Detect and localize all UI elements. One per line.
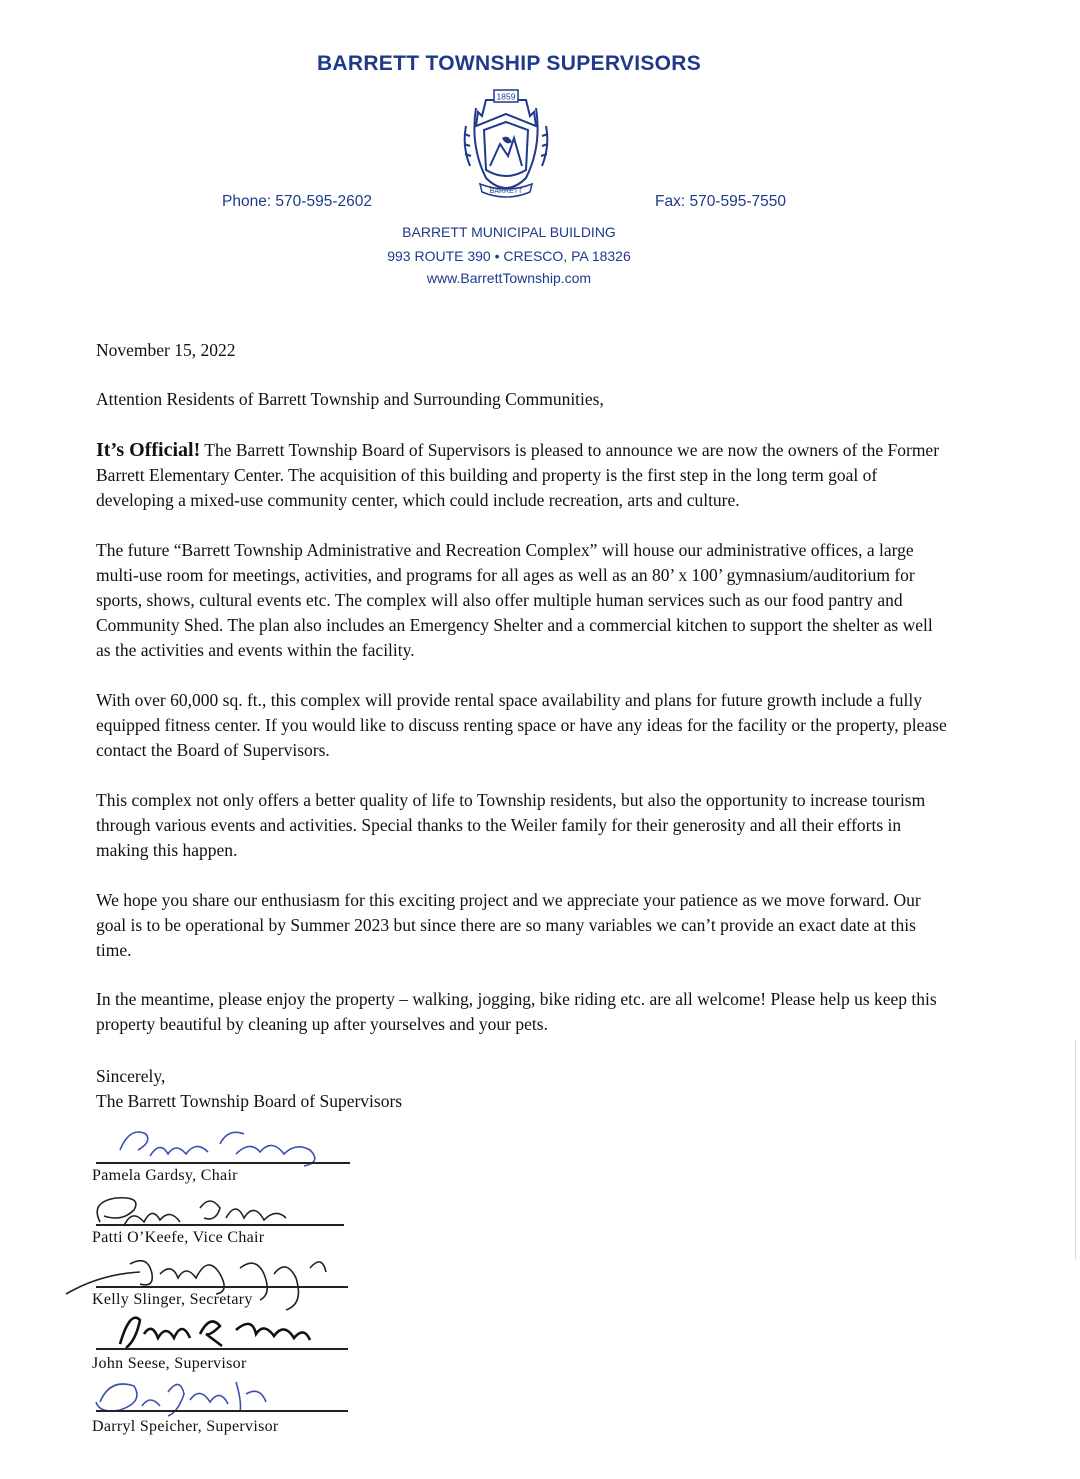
paragraph-timeline: We hope you share our enthusiasm for this exciting project and we appreciate your patience as we move forward. Our goal is to be operational by Summer 2023 but since there are so many variables we can’t provide an exact date at this time. (96, 890, 921, 960)
signer-name-secretary: Kelly Slinger, Secretary (92, 1291, 253, 1308)
signer-name-supervisor-speicher: Darryl Speicher, Supervisor (92, 1418, 279, 1435)
phone-number: Phone: 570-595-2602 (222, 193, 372, 210)
fax-number: Fax: 570-595-7550 (655, 193, 786, 210)
website-link[interactable]: www.BarrettTownship.com (426, 270, 592, 286)
signer-name-supervisor-seese: John Seese, Supervisor (92, 1355, 247, 1372)
signature-line (96, 1286, 348, 1288)
signature-line (96, 1162, 350, 1164)
announcement-body: The Barrett Township Board of Supervisors is pleased to announce we are now the owners of the Former Barrett Elementary Center. The acquisition of this building and property is the first step in the long term goal of developing a mixed-use community center, which could include recreation, arts and culture. (96, 440, 940, 510)
address-line-1: BARRETT MUNICIPAL BUILDING (402, 224, 616, 240)
signature-line (96, 1348, 348, 1350)
announcement-lead: It’s Official! (96, 439, 201, 461)
signature-darryl-speicher (60, 1372, 360, 1420)
address-line-2: 993 ROUTE 390 • CRESCO, PA 18326 (387, 248, 631, 264)
paragraph-complex-description: The future “Barrett Township Administrative and Recreation Complex” will house our administrative offices, a large multi-use room for meetings, activities, and programs for all ages as well as an 80’ x 100’ gymnasium/auditorium for sports, shows, cultural events etc. The complex will also offer multiple human services such as our food pantry and Community Shed. The plan also includes an Emergency Shelter and a commercial kitchen to support the shelter as well as the activities and events within the facility. (96, 540, 933, 660)
signature-line (96, 1410, 348, 1412)
paragraph-rental-space: With over 60,000 sq. ft., this complex will provide rental space availability and plans for future growth include a fully equipped fitness center. If you would like to discuss renting space or have any ideas for the facility or the property, please contact the Board of Supervisors. (96, 690, 947, 760)
letter-date: November 15, 2022 (96, 340, 236, 360)
township-seal-icon (456, 86, 556, 204)
svg-text:BARRETT: BARRETT (489, 188, 523, 195)
closing: Sincerely, (96, 1066, 166, 1086)
signer-name-chair: Pamela Gardsy, Chair (92, 1167, 238, 1184)
paragraph-quality-of-life: This complex not only offers a better quality of life to Township residents, but also the opportunity to increase tourism through various events and activities. Special thanks to the Weiler family for their generosity and all their efforts in making this happen. (96, 790, 926, 860)
signatory: The Barrett Township Board of Supervisors (96, 1091, 403, 1111)
paragraph-announcement (96, 438, 948, 513)
signature-line (96, 1224, 344, 1226)
signer-name-vice-chair: Patti O’Keefe, Vice Chair (92, 1229, 265, 1246)
letterhead-title: BARRETT TOWNSHIP SUPERVISORS (316, 52, 702, 75)
page-edge-divider (1075, 1040, 1076, 1260)
paragraph-property-use: In the meantime, please enjoy the property – walking, jogging, bike riding etc. are all welcome! Please help us keep this property beautiful by cleaning up after yourselves and your pets. (96, 989, 937, 1034)
salutation: Attention Residents of Barrett Township and Surrounding Communities, (96, 389, 604, 409)
svg-text:1859: 1859 (496, 91, 516, 102)
signature-john-seese (60, 1304, 360, 1354)
